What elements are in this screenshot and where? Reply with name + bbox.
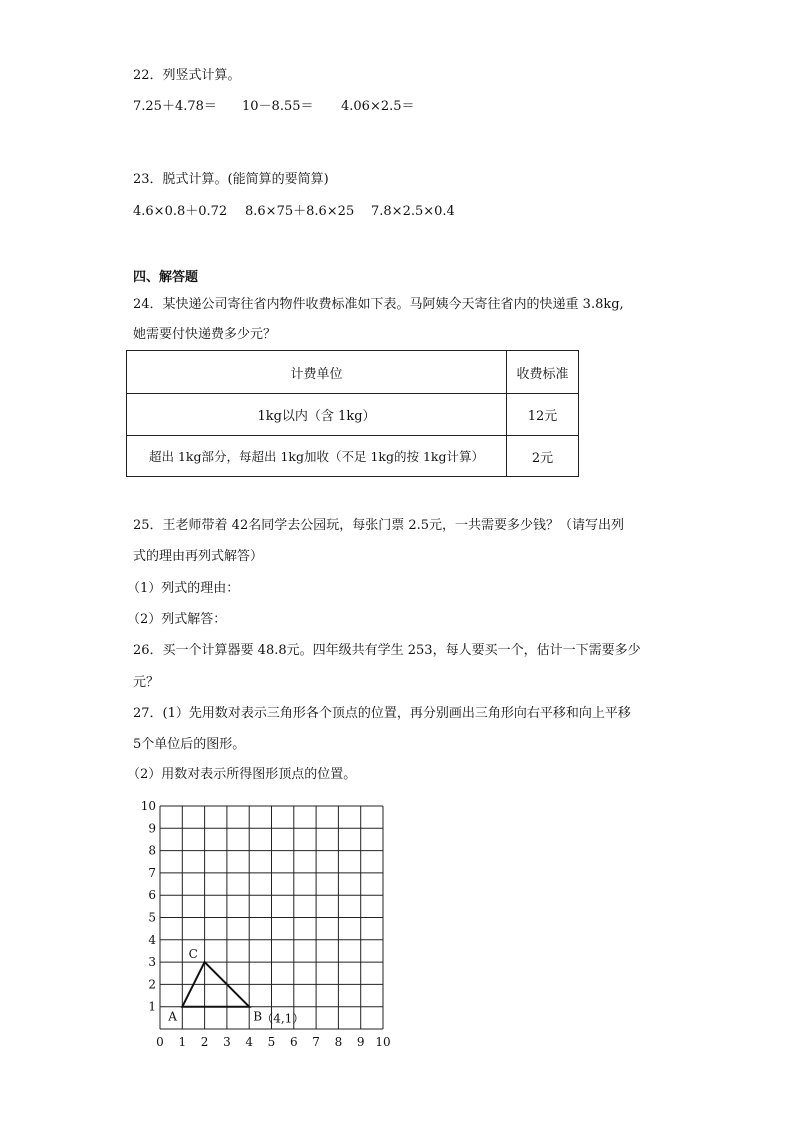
vertex-b-coordinate: （4,1） [261, 1011, 305, 1026]
vertex-label-c: C [188, 947, 198, 962]
table-cell: 12元 [507, 394, 579, 436]
x-tick-label: 9 [356, 1035, 365, 1049]
x-tick-label: 6 [289, 1035, 298, 1049]
q25-sub-1: （1）列式的理由： [127, 581, 240, 596]
y-tick-label: 8 [148, 843, 156, 858]
x-tick-label: 2 [200, 1035, 209, 1049]
y-tick-label: 9 [148, 821, 156, 836]
y-tick-label: 1 [148, 999, 156, 1014]
x-tick-label: 4 [245, 1035, 254, 1049]
q24-line-2: 她需要付快递费多少元？ [133, 327, 277, 342]
x-tick-label: 8 [334, 1035, 343, 1049]
vertex-label-a: A [168, 1009, 177, 1024]
q27-line-3: （2）用数对表示所得图形顶点的位置。 [127, 767, 357, 782]
q23-item-2: 8.6×75＋8.6×25 [245, 204, 355, 219]
q27-line-1: 27．(1）先用数对表示三角形各个顶点的位置，再分别画出三角形向右平移和向上平移 [133, 706, 631, 721]
q23-item-1: 4.6×0.8＋0.72 [133, 204, 228, 219]
x-tick-label: 10 [375, 1035, 391, 1049]
y-tick-label: 5 [148, 910, 156, 925]
x-tick-label: 3 [223, 1035, 231, 1049]
table-header-cell: 计费单位 [127, 351, 507, 394]
q22-item-3: 4.06×2.5＝ [341, 99, 415, 114]
q22-item-2: 10－8.55＝ [242, 99, 314, 114]
q25-line-2: 式的理由再列式解答） [133, 549, 264, 564]
x-tick-label: 7 [312, 1035, 320, 1049]
q23-title: 23．脱式计算。(能简算的要简算) [133, 172, 329, 187]
table-cell: 2元 [507, 436, 579, 477]
section-heading: 四、解答题 [133, 270, 199, 285]
q25-sub-2: （2）列式解答： [127, 612, 227, 627]
y-tick-label: 6 [148, 888, 156, 903]
y-tick-label: 10 [140, 799, 156, 813]
q26-line-2: 元？ [133, 675, 160, 690]
x-tick-label: 1 [178, 1035, 187, 1049]
table-cell: 1kg以内（含 1kg） [127, 394, 507, 436]
q23-item-3: 7.8×2.5×0.4 [371, 204, 455, 219]
y-tick-label: 3 [148, 955, 156, 970]
q24-line-1: 24．某快递公司寄往省内物件收费标准如下表。马阿姨今天寄往省内的快递重 3.8kg, [133, 297, 624, 312]
y-tick-label: 7 [148, 865, 156, 880]
q22-title: 22．列竖式计算。 [133, 68, 241, 83]
x-tick-label: 5 [267, 1035, 276, 1049]
table-cell: 超出 1kg部分，每超出 1kg加收（不足 1kg的按 1kg计算） [127, 436, 507, 477]
table-header-cell: 收费标准 [507, 351, 579, 394]
y-tick-label: 4 [148, 932, 156, 947]
x-tick-label: 0 [156, 1035, 164, 1049]
q26-line-1: 26．买一个计算器要 48.8元。四年级共有学生 253，每人要买一个，估计一下需要多少 [133, 643, 641, 658]
y-tick-label: 2 [148, 977, 156, 992]
q22-item-1: 7.25＋4.78＝ [133, 99, 217, 114]
vertex-label-b: B [253, 1009, 263, 1024]
q25-line-1: 25．王老师带着 42名同学去公园玩，每张门票 2.5元，一共需要多少钱？（请写出列 [133, 518, 625, 533]
q27-line-2: 5个单位后的图形。 [133, 737, 246, 752]
